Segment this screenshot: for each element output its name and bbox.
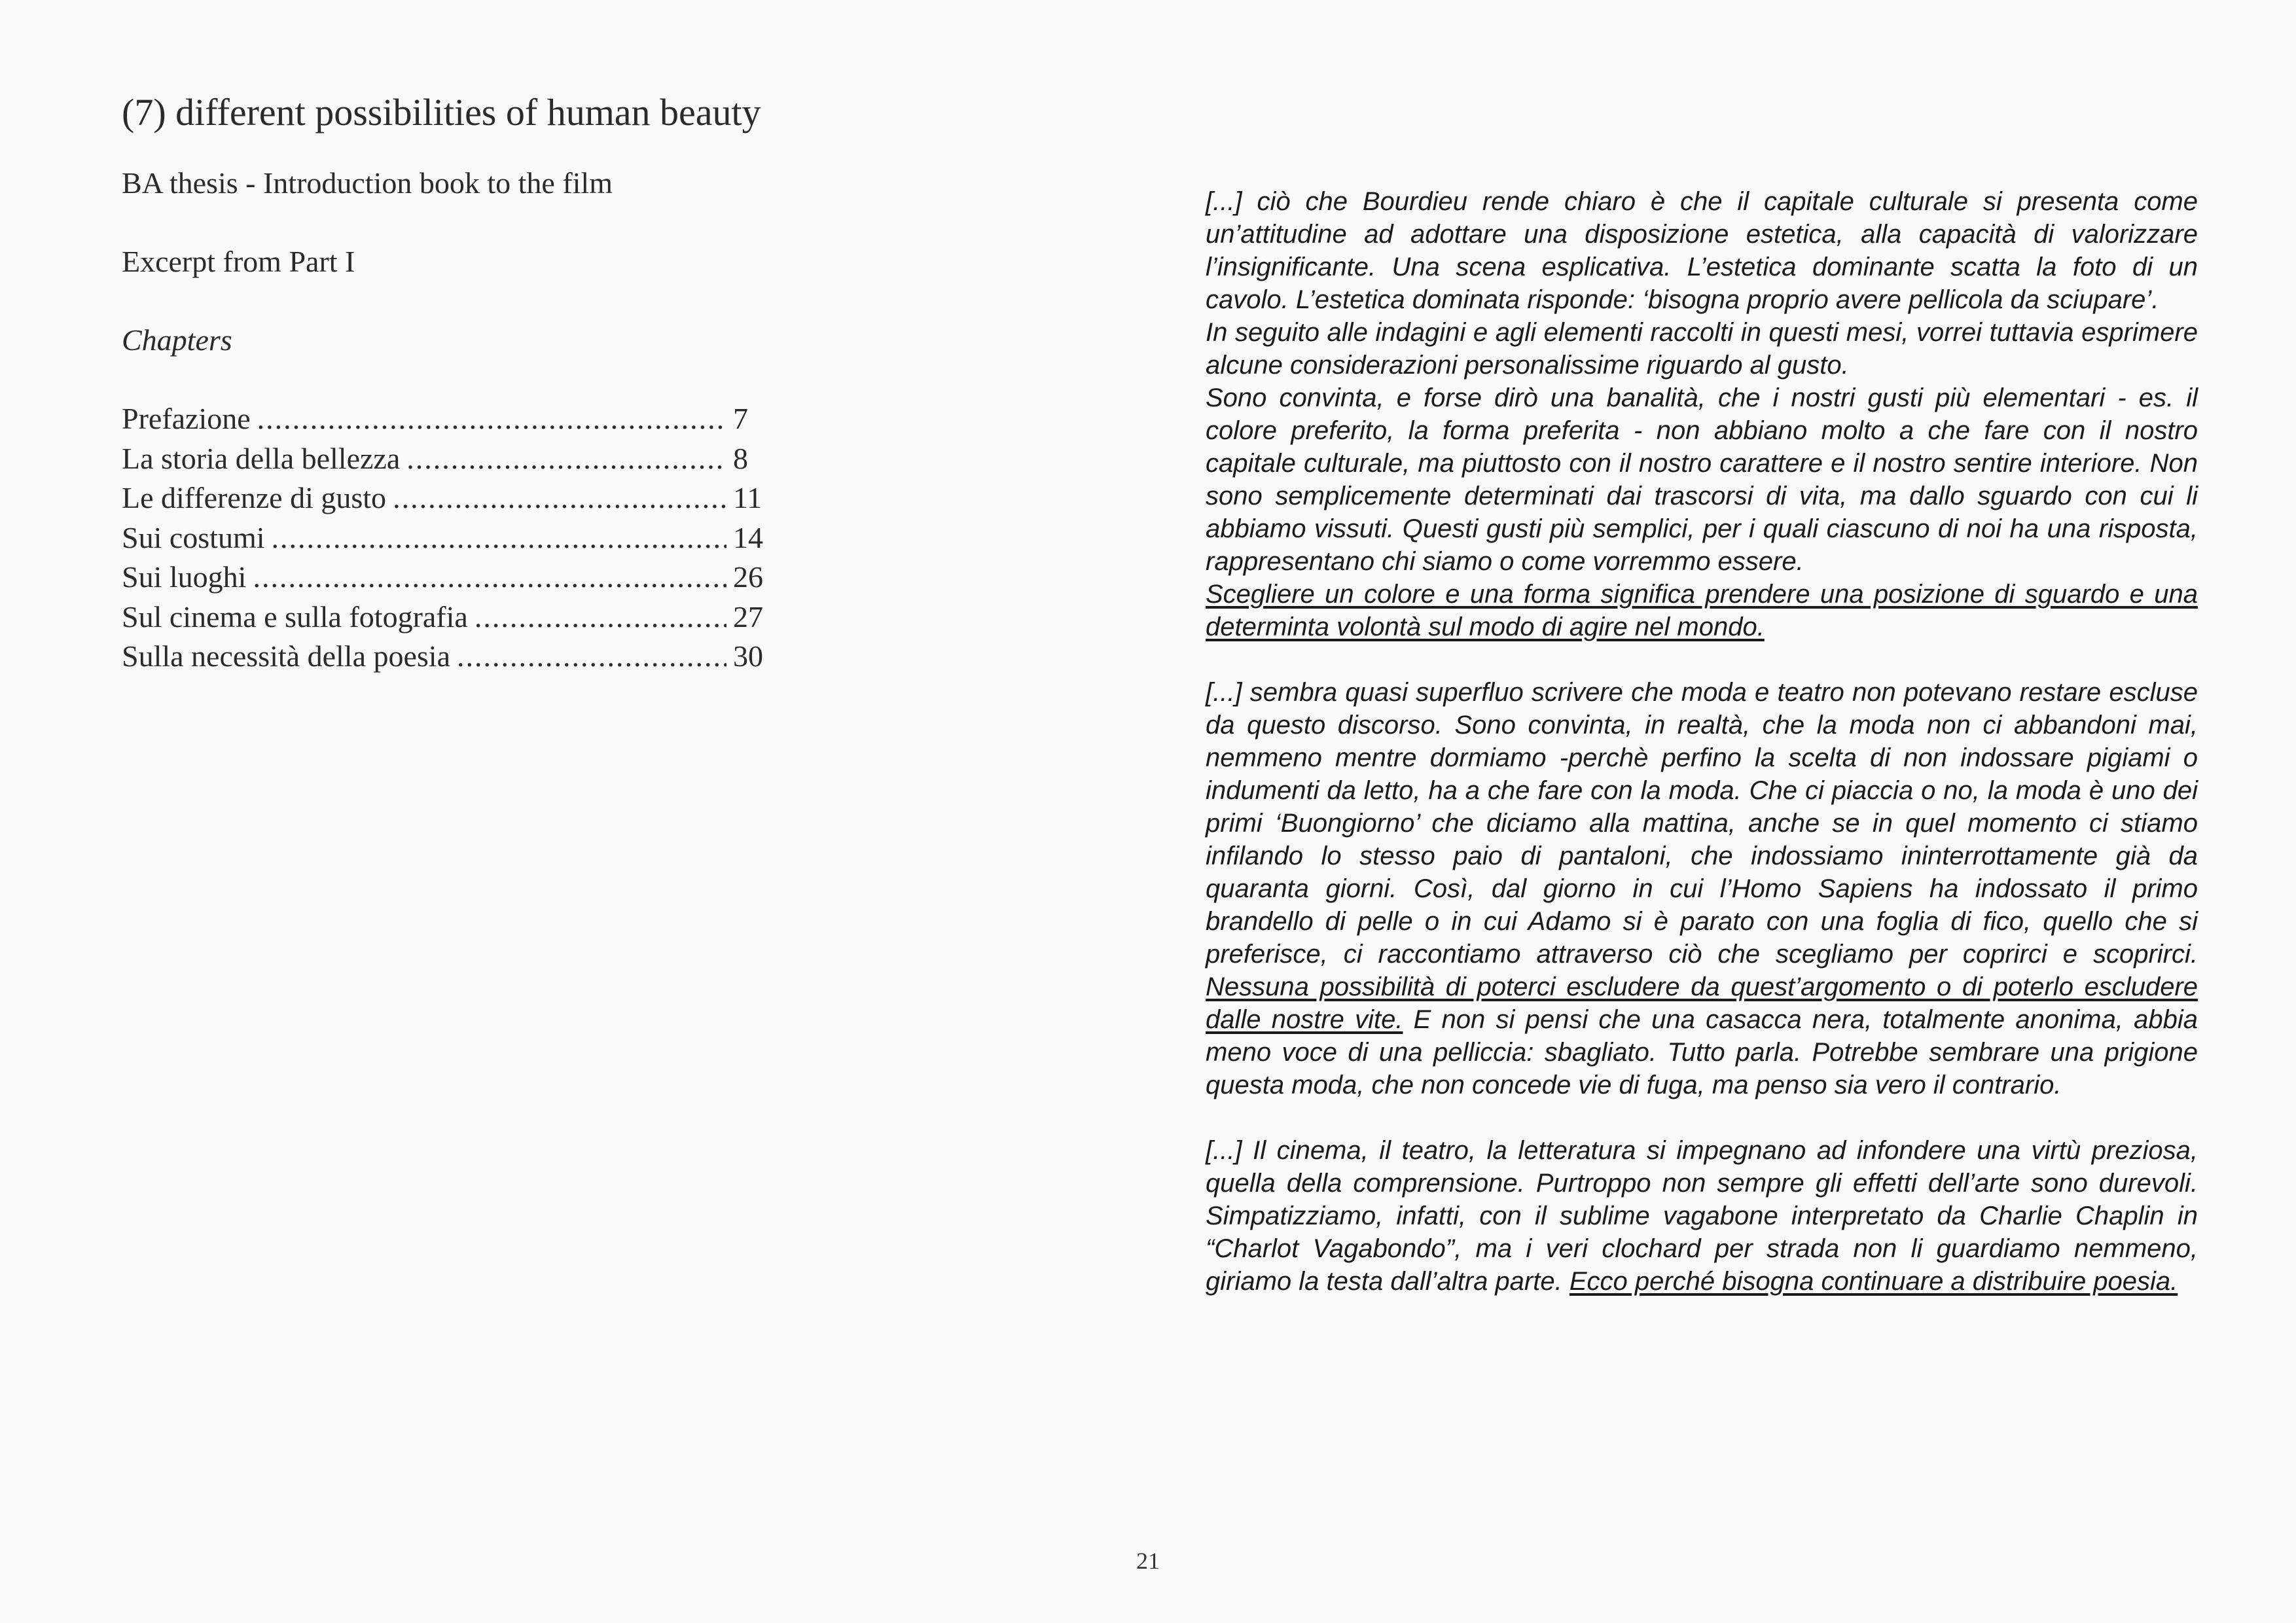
toc-leader-dots [393,478,726,518]
toc-item-title: Sulla necessità della poesia [122,639,451,673]
left-column [122,85,842,677]
excerpt-paragraph-2 [1206,676,2198,1101]
toc-leader-dots [253,558,726,597]
toc-item-title: La storia della bellezza [122,441,401,475]
toc-item-title: Sui costumi [122,520,265,554]
page-number: 21 [1136,1548,1160,1574]
toc-item [122,399,770,439]
excerpt-label: Excerpt from Part I [122,245,355,278]
toc-item-page: 7 [733,402,748,435]
toc-leader-dots [406,439,726,479]
toc-item-page: 8 [733,441,748,475]
toc-leader-dots [457,637,726,677]
paragraph-text: [...] Il cinema, il teatro, la letteratura si impegnano ad infondere una virtù preziosa, quella della comprensione. Purtroppo non sempre gli effetti dell’arte sono durevoli. Simpatizziamo, infatti, con il sublime vagabone interpretato da Charlie Chaplin in “Charlot Vagabondo”, ma i veri clochard per strada non li guardiamo nemmeno, giriamo la testa dall’altra parte. [1206,1136,2198,1296]
toc-leader-dots [475,597,726,637]
document-title: (7) different possibilities of human beauty [122,91,761,134]
thesis-subtitle: BA thesis - Introduction book to the film [122,166,613,200]
toc-item [122,597,770,637]
excerpt-text-column [1206,185,2198,1330]
toc-item-page: 27 [733,599,763,633]
toc-item [122,439,770,479]
toc-item-title: Sul cinema e sulla fotografia [122,599,468,633]
paragraph-text: [...] sembra quasi superfluo scrivere che moda e teatro non potevano restare escluse da questo discorso. Sono convinta, in realtà, che la moda non ci abbandoni mai, nemmeno mentre dormiamo -perchè perfino la scelta di non indossare pigiami o indumenti da letto, ha a che fare con la moda. Che ci piaccia o no, la moda è uno dei primi ‘Buongiorno’ che diciamo alla mattina, anche se in quel momento ci stiamo infilando lo stesso paio di pantaloni, che indossiamo ininterrottamente già da quaranta giorni. Così, dal giorno in cui l’Homo Sapiens ha indossato il primo brandello di pelle o in cui Adamo si è parato con una foglia di fico, quello che si preferisce, ci raccontiamo attraverso ciò che scegliamo per coprirci e scoprirci. [1206,678,2198,969]
excerpt-paragraph-1 [1206,185,2198,643]
paragraph-text: E non si pensi che una casacca nera, totalmente anonima, abbia meno voce di una pelliccia: sbagliato. Tutto parla. Potrebbe sembrare una prigione questa moda, che non concede vie di fuga, ma penso sia vero il contrario. [1206,1005,2198,1099]
toc-item-page: 26 [733,560,763,594]
toc-item-page: 11 [733,481,762,514]
toc-item [122,558,770,597]
toc-item-page: 30 [733,639,763,673]
table-of-contents [122,399,770,677]
underlined-text: Nessuna possibilità di poterci escludere da quest’argomento o di poterlo escludere dalle nostre vite. [1206,972,2198,1034]
underlined-text: Scegliere un colore e una forma significa prendere una posizione di sguardo e una determinta volontà sul modo di agire nel mondo. [1206,580,2198,641]
toc-leader-dots [257,399,726,439]
paragraph-text: [...] ciò che Bourdieu rende chiaro è che il capitale culturale si presenta come un’attitudine ad adottare una disposizione estetica, alla capacità di valorizzare l’insignificante. Una scena esplicativa. L’estetica dominante scatta la foto di un cavolo. L’estetica dominata risponde: ‘bisogna proprio avere pellicola da sciupare’. [1206,187,2198,314]
toc-item [122,637,770,677]
underlined-text: Ecco perché bisogna continuare a distribuire poesia. [1569,1267,2178,1296]
toc-item-title: Sui luoghi [122,560,247,594]
toc-item-title: Prefazione [122,402,251,435]
toc-item [122,478,770,518]
excerpt-paragraph-3 [1206,1134,2198,1298]
paragraph-text: Sono convinta, e forse dirò una banalità, che i nostri gusti più elementari - es. il colore preferito, la forma preferita - non abbiano molto a che fare con il nostro capitale culturale, ma piuttosto con il nostro carattere e il nostro sentire interiore. Non sono semplicemente determinati dai trascorsi di vita, ma dallo sguardo con cui li abbiamo vissuti. Questi gusti più semplici, per i quali ciascuno di noi ha una risposta, rappresentano chi siamo o come vorremmo essere. [1206,383,2198,576]
toc-item-title: Le differenze di gusto [122,481,387,514]
chapters-heading: Chapters [122,323,232,357]
toc-item-page: 14 [733,520,763,554]
toc-item [122,518,770,558]
paragraph-text: In seguito alle indagini e agli elementi raccolti in questi mesi, vorrei tuttavia esprimere alcune considerazioni personalissime riguardo al gusto. [1206,318,2198,380]
toc-leader-dots [272,518,726,558]
